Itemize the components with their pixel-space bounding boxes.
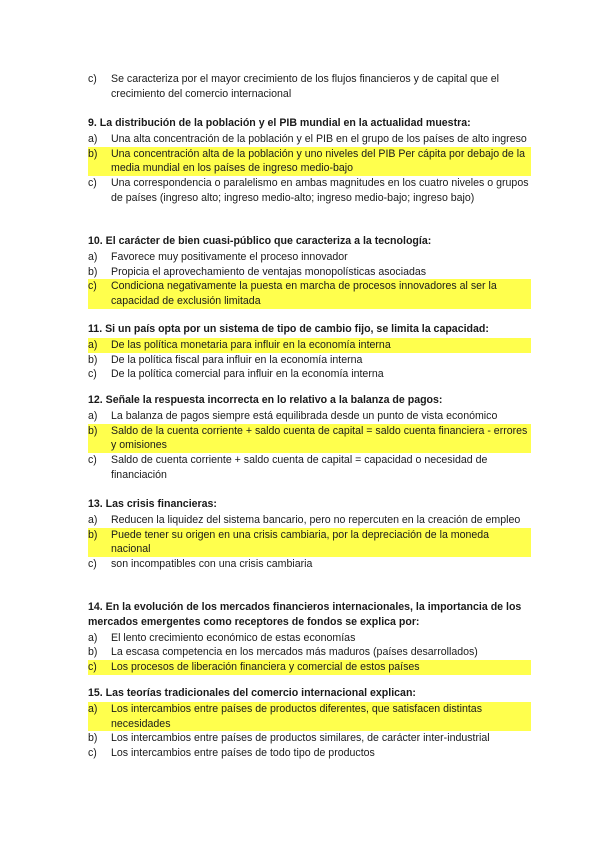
option-text: Una concentración alta de la población y uno niveles del PIB Per cápita por debajo de la media mundial en los países de ingreso medio-bajo	[111, 147, 531, 177]
option-text: Los intercambios entre países de todo tipo de productos	[111, 747, 375, 760]
question-9	[88, 116, 531, 206]
option-text: Saldo de cuenta corriente + saldo cuenta de capital = capacidad o necesidad de financiación	[111, 454, 488, 481]
option-c	[88, 176, 531, 206]
option-letter: a)	[88, 132, 98, 145]
option-text: Propicia el aprovechamiento de ventajas monopolísticas asociadas	[111, 265, 427, 278]
option-letter: b)	[88, 424, 111, 454]
question-13	[88, 497, 531, 572]
option-text: Una correspondencia o paralelismo en ambas magnitudes en los cuatro niveles o grupos de países (ingreso alto; ingreso medio-alto; ingreso medio-bajo; ingreso bajo)	[111, 177, 529, 204]
option-text: La escasa competencia en los mercados más maduros (países desarrollados)	[111, 646, 478, 659]
option-text: Saldo de la cuenta corriente + saldo cuenta de capital = saldo cuenta financiera - errores y omisiones	[111, 424, 531, 454]
option-text: Favorece muy positivamente el proceso innovador	[111, 250, 348, 263]
option-b	[88, 353, 531, 368]
option-c	[88, 367, 531, 382]
option-text: Los intercambios entre países de productos similares, de carácter inter-industrial	[111, 732, 490, 745]
question-12	[88, 393, 531, 483]
option-letter: b)	[88, 353, 98, 366]
option-letter: a)	[88, 631, 98, 644]
option-text: Reducen la liquidez del sistema bancario, pero no repercuten en la creación de empleo	[111, 513, 521, 526]
option-letter: c)	[88, 368, 97, 381]
question-title: 13. Las crisis financieras:	[88, 498, 217, 510]
option-a-highlighted	[88, 702, 531, 732]
option-c-highlighted	[88, 279, 531, 309]
option-b	[88, 265, 531, 280]
option-c	[88, 453, 531, 483]
option-c-highlighted	[88, 660, 531, 675]
option-letter: a)	[88, 409, 98, 422]
option-b	[88, 731, 531, 746]
option-letter: b)	[88, 265, 98, 278]
option-text: Los procesos de liberación financiera y comercial de estos países	[111, 660, 531, 675]
option-b-highlighted	[88, 147, 531, 177]
question-8-continuation	[88, 72, 531, 102]
question-14	[88, 600, 531, 675]
option-text: Los intercambios entre países de productos diferentes, que satisfacen distintas necesidades	[111, 702, 531, 732]
option-text: Condiciona negativamente la puesta en marcha de procesos innovadores al ser la capacidad de exclusión limitada	[111, 279, 531, 309]
option-a	[88, 631, 531, 646]
question-title: 10. El carácter de bien cuasi-público que caracteriza a la tecnología:	[88, 235, 432, 247]
option-a	[88, 409, 531, 424]
question-11	[88, 322, 531, 382]
option-c	[88, 746, 531, 761]
option-letter: c)	[88, 454, 97, 467]
option-letter: c)	[88, 558, 97, 571]
option-text: El lento crecimiento económico de estas economías	[111, 631, 356, 644]
question-title: 12. Señale la respuesta incorrecta en lo relativo a la balanza de pagos:	[88, 394, 443, 406]
option-c	[88, 557, 531, 572]
option-b-highlighted	[88, 528, 531, 558]
option-letter: a)	[88, 513, 98, 526]
option-text: De las política monetaria para influir en la economía interna	[111, 338, 531, 353]
question-title: 15. Las teorías tradicionales del comercio internacional explican:	[88, 687, 416, 699]
option-letter: c)	[88, 660, 111, 675]
option-letter: b)	[88, 732, 98, 745]
option-letter: a)	[88, 338, 111, 353]
option-a	[88, 250, 531, 265]
option-a	[88, 513, 531, 528]
option-letter: a)	[88, 250, 98, 263]
option-letter: c)	[88, 73, 97, 85]
option-b	[88, 645, 531, 660]
question-title: 11. Si un país opta por un sistema de tipo de cambio fijo, se limita la capacidad:	[88, 323, 489, 335]
question-10	[88, 234, 531, 309]
option-a-highlighted	[88, 338, 531, 353]
option-text: De la política comercial para influir en la economía interna	[111, 368, 384, 381]
option-text: La balanza de pagos siempre está equilibrada desde un punto de vista económico	[111, 409, 498, 422]
option-letter: b)	[88, 528, 111, 558]
option-a	[88, 132, 531, 147]
option-text: son incompatibles con una crisis cambiaria	[111, 558, 313, 571]
option-text: Puede tener su origen en una crisis cambiaria, por la depreciación de la moneda nacional	[111, 528, 531, 558]
option-b-highlighted	[88, 424, 531, 454]
option-letter: b)	[88, 646, 98, 659]
option-text: Se caracteriza por el mayor crecimiento de los flujos financieros y de capital que el crecimiento del comercio internacional	[111, 73, 500, 100]
option-text: De la política fiscal para influir en la economía interna	[111, 353, 363, 366]
option-letter: c)	[88, 747, 97, 760]
option-letter: c)	[88, 177, 97, 190]
question-title: 14. En la evolución de los mercados financieros internacionales, la importancia de los mercados emergentes como receptores de fondos se explica por:	[88, 601, 522, 628]
option-c	[88, 72, 531, 102]
option-letter: b)	[88, 147, 111, 177]
question-title: 9. La distribución de la población y el PIB mundial en la actualidad muestra:	[88, 117, 471, 129]
option-text: Una alta concentración de la población y el PIB en el grupo de los países de alto ingreso	[111, 132, 527, 145]
option-letter: c)	[88, 279, 111, 309]
question-15	[88, 686, 531, 761]
option-letter: a)	[88, 702, 111, 732]
